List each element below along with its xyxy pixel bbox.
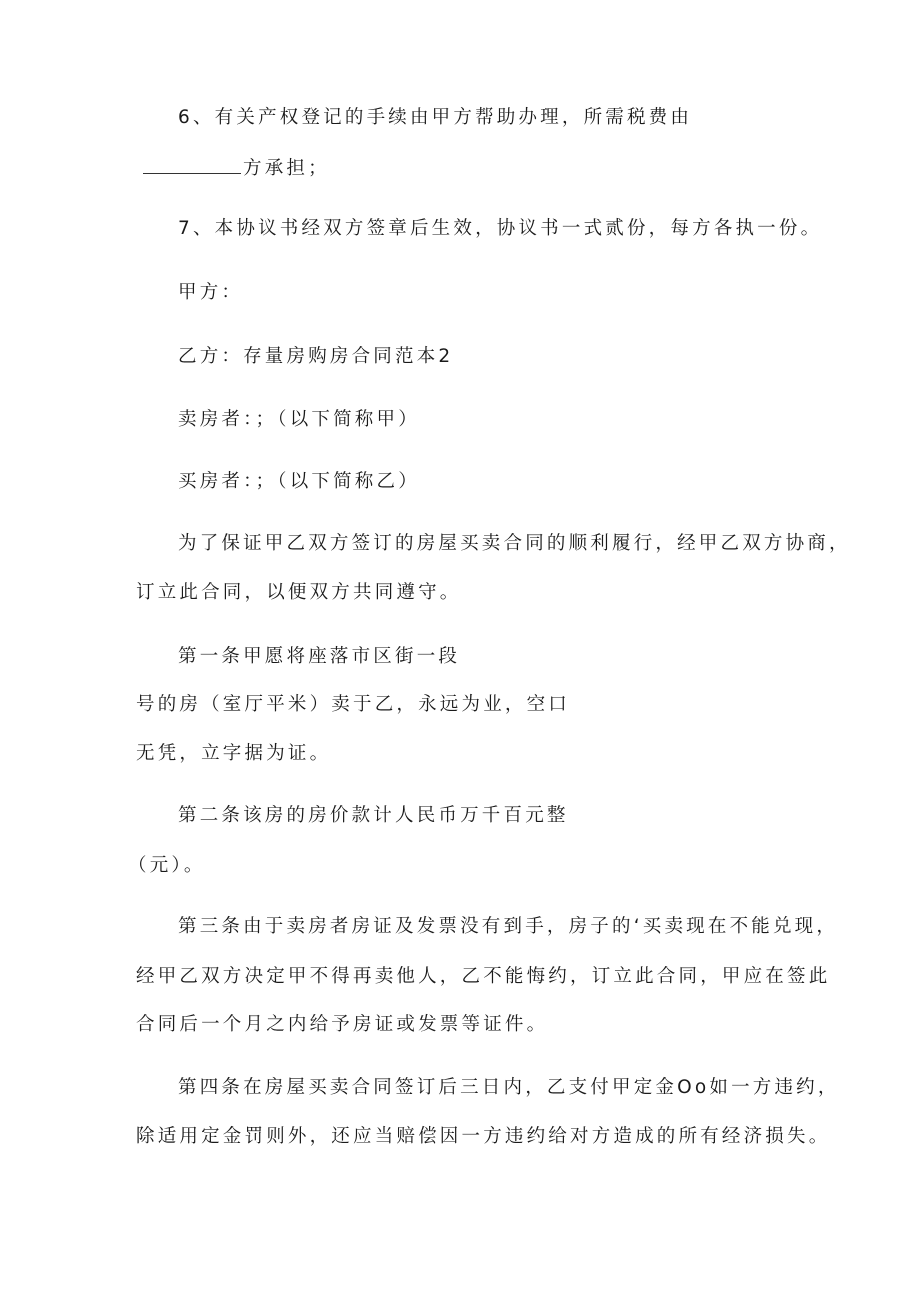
article-3-line-3: 合同后一个月之内给予房证或发票等证件。	[136, 1014, 549, 1035]
article-4-line-1: 第四条在房屋买卖合同签订后三日内，乙支付甲定金Oo如一方违约，	[178, 1077, 840, 1098]
article-2-line-2: （元）。	[128, 855, 206, 876]
clause-7: 7、本协议书经双方签章后生效，协议书一式贰份，每方各执一份。	[178, 218, 823, 239]
article-1-line-3: 无凭，立字据为证。	[136, 743, 332, 764]
preamble-line-1: 为了保证甲乙双方签订的房屋买卖合同的顺利履行，经甲乙双方协商，	[178, 533, 851, 554]
fill-in-blank	[143, 157, 241, 174]
preamble-line-2: 订立此合同，以便双方共同遵守。	[136, 582, 462, 603]
seller-line: 卖房者：；（以下简称甲）	[178, 409, 420, 430]
article-1-line-1: 第一条甲愿将座落市区街一段	[178, 646, 461, 667]
article-2-line-1: 第二条该房的房价款计人民币万千百元整	[178, 805, 569, 826]
clause-6-line-2	[143, 157, 330, 181]
article-1-line-2: 号的房（室厅平米）卖于乙，永远为业，空口	[136, 694, 571, 715]
party-a-label: 甲方：	[178, 282, 244, 303]
article-3-line-1: 第三条由于卖房者房证及发票没有到手，房子的‘买卖现在不能兑现，	[178, 916, 839, 937]
buyer-line: 买房者：；（以下简称乙）	[178, 471, 420, 492]
article-4-line-2: 除适用定金罚则外，还应当赔偿因一方违约给对方造成的所有经济损失。	[136, 1126, 831, 1147]
clause-6-line-2-text: 方承担；	[243, 158, 330, 179]
clause-6-line-1: 6、有关产权登记的手续由甲方帮助办理，所需税费由	[178, 107, 693, 128]
party-b-label: 乙方：存量房购房合同范本2	[178, 346, 454, 367]
article-3-line-2: 经甲乙双方决定甲不得再卖他人，乙不能悔约，订立此合同，甲应在签此	[136, 966, 831, 987]
